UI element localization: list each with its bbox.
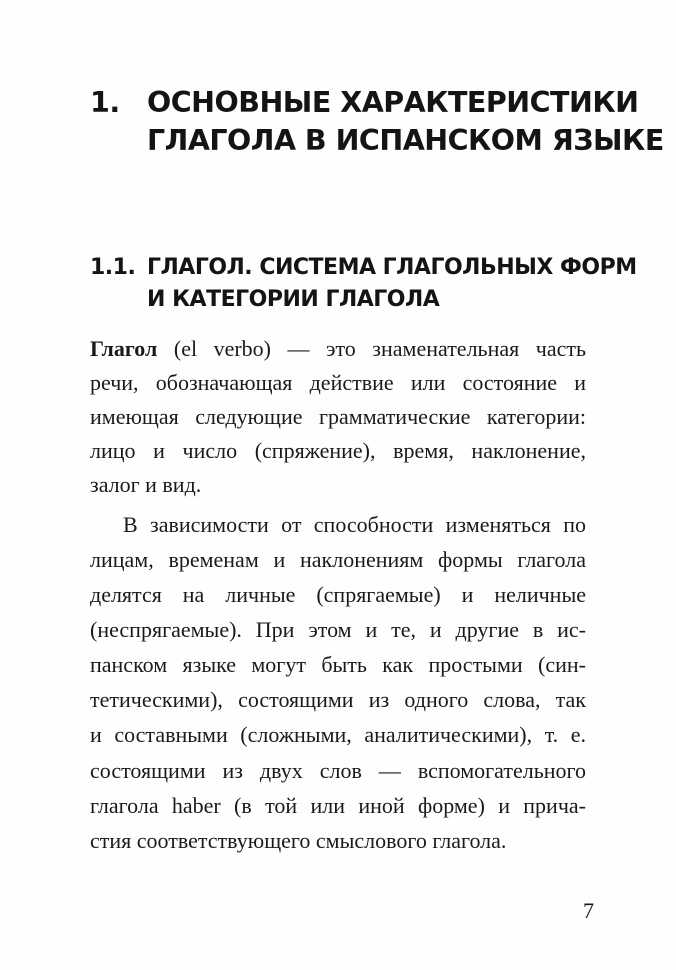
- section-title-line: ГЛАГОЛ. СИСТЕМА ГЛАГОЛЬНЫХ ФОРМ: [147, 255, 637, 280]
- defined-term: Глагол: [90, 336, 158, 361]
- section-title: [147, 252, 637, 316]
- body-line: панском языке могут быть как простыми (син-: [90, 652, 586, 677]
- body-line: имеющая следующие грамматические категории:: [90, 404, 586, 429]
- body-line: стия соответствующего смыслового глагола.: [90, 828, 507, 853]
- section-number: 1.1.: [90, 255, 136, 280]
- body-line: делятся на личные (спрягаемые) и неличные: [90, 582, 586, 607]
- body-line: (неспрягаемые). При этом и те, и другие в ис-: [90, 617, 586, 642]
- body-line: состоящими из двух слов — вспомогательного: [90, 758, 586, 783]
- body-line: и составными (сложными, аналитическими), т. е.: [90, 722, 586, 747]
- body-line: В зависимости от способности изменяться по: [123, 512, 586, 537]
- page-number: 7: [583, 898, 594, 923]
- chapter-title-line: ГЛАГОЛА В ИСПАНСКОМ ЯЗЫКЕ: [147, 124, 664, 157]
- body-line: лицо и число (спряжение), время, наклонение,: [90, 438, 586, 463]
- chapter-title-line: ОСНОВНЫЕ ХАРАКТЕРИСТИКИ: [147, 86, 639, 119]
- body-line: лицам, временам и наклонениям формы глагола: [90, 547, 586, 572]
- body-line: залог и вид.: [90, 472, 202, 497]
- body-line: тетическими), состоящими из одного слова, так: [90, 687, 586, 712]
- body-line: глагола haber (в той или иной форме) и прича-: [90, 793, 586, 818]
- body-line: [90, 336, 586, 362]
- body-line: речи, обозначающая действие или состояние и: [90, 370, 586, 395]
- section-title-line: И КАТЕГОРИИ ГЛАГОЛА: [147, 287, 440, 312]
- chapter-title: [147, 84, 664, 160]
- chapter-number: 1.: [90, 86, 120, 119]
- body-text: (el verbo) — это знаменательная часть: [157, 336, 586, 361]
